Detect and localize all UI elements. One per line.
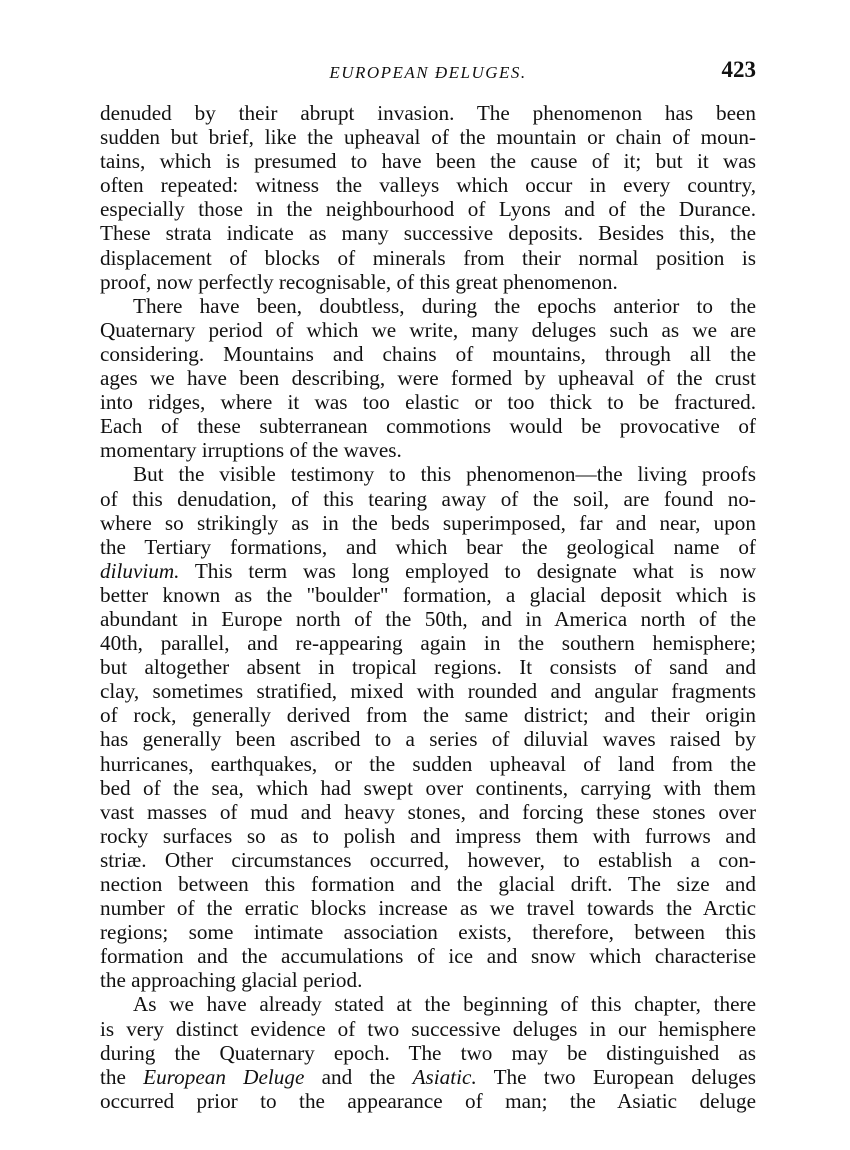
text-line: often repeated: witness the valleys which occur in every country, <box>100 173 756 198</box>
text-fragment: The two European deluges <box>476 1064 756 1089</box>
text-line: displacement of blocks of minerals from their normal position is <box>100 245 756 270</box>
text-line: These strata indicate as many successive deposits. Besides this, the <box>100 221 756 246</box>
text-line: number of the erratic blocks increase as we travel towards the Arctic <box>100 896 756 921</box>
text-fragment: This term was long employed to designate what is now <box>179 558 756 583</box>
running-head <box>100 55 756 89</box>
text-line: has generally been ascribed to a series of diluvial waves raised by <box>100 727 756 752</box>
text-line: Each of these subterranean commotions would be provocative of <box>100 414 756 439</box>
text-line: of this denudation, of this tearing away of the soil, are found no- <box>100 486 756 511</box>
paragraph-2 <box>100 294 756 463</box>
text-line: but altogether absent in tropical regions. It consists of sand and <box>100 655 756 680</box>
text-line: the approaching glacial period. <box>100 968 363 993</box>
text-line: sudden but brief, like the upheaval of the mountain or chain of moun- <box>100 125 756 150</box>
text-line: As we have already stated at the beginning of this chapter, there <box>133 992 756 1017</box>
text-line: especially those in the neighbourhood of Lyons and of the Durance. <box>100 197 756 222</box>
text-line: during the Quaternary epoch. The two may be distinguished as <box>100 1040 756 1065</box>
text-line: abundant in Europe north of the 50th, and in America north of the <box>100 606 756 631</box>
text-line: the Tertiary formations, and which bear the geological name of <box>100 534 756 559</box>
text-line: rocky surfaces so as to polish and impress them with furrows and <box>100 823 756 848</box>
text-line: hurricanes, earthquakes, or the sudden upheaval of land from the <box>100 751 756 776</box>
text-line-with-italic <box>100 559 756 583</box>
paragraph-4 <box>100 992 756 1112</box>
body-text <box>100 101 756 1113</box>
text-line: vast masses of mud and heavy stones, and forcing these stones over <box>100 799 756 824</box>
text-line: tains, which is presumed to have been the cause of it; but it was <box>100 149 756 174</box>
italic-term-diluvium: diluvium. <box>100 558 180 583</box>
text-line: into ridges, where it was too elastic or too thick to be fractured. <box>100 390 756 415</box>
text-fragment: the <box>100 1064 144 1089</box>
paragraph-3 <box>100 462 756 992</box>
book-page <box>100 55 756 1113</box>
text-line: denuded by their abrupt invasion. The phenomenon has been <box>100 101 756 125</box>
text-line: better known as the "boulder" formation, a glacial deposit which is <box>100 582 756 607</box>
running-title: EUROPEAN ĐELUGES. <box>329 63 527 82</box>
text-line: Quaternary period of which we write, many deluges such as we are <box>100 317 756 342</box>
text-line: of rock, generally derived from the same district; and their origin <box>100 703 756 728</box>
text-fragment: and the <box>304 1064 413 1089</box>
text-line: occurred prior to the appearance of man; the Asiatic deluge <box>100 1088 756 1113</box>
page-number: 423 <box>721 57 756 82</box>
italic-term-asiatic: Asiatic. <box>412 1064 477 1089</box>
text-line: clay, sometimes stratified, mixed with rounded and angular fragments <box>100 679 756 704</box>
text-line-with-italic <box>100 1065 756 1089</box>
text-line: 40th, parallel, and re-appearing again in the southern hemisphere; <box>100 631 756 656</box>
text-line: proof, now perfectly recognisable, of this great phenomenon. <box>100 269 618 294</box>
text-line: bed of the sea, which had swept over continents, carrying with them <box>100 775 756 800</box>
text-line: is very distinct evidence of two successive deluges in our hemisphere <box>100 1016 756 1041</box>
text-line: striæ. Other circumstances occurred, however, to establish a con- <box>100 847 756 872</box>
text-line: There have been, doubtless, during the epochs anterior to the <box>133 293 756 318</box>
text-line: nection between this formation and the glacial drift. The size and <box>100 872 756 896</box>
text-line: formation and the accumulations of ice and snow which characterise <box>100 944 756 969</box>
italic-term-european-deluge: European Deluge <box>143 1064 305 1089</box>
text-line: where so strikingly as in the beds superimposed, far and near, upon <box>100 510 756 535</box>
text-line: ages we have been describing, were formed by upheaval of the crust <box>100 366 756 391</box>
text-line: momentary irruptions of the waves. <box>100 438 402 463</box>
text-line: considering. Mountains and chains of mountains, through all the <box>100 341 756 366</box>
paragraph-1 <box>100 101 756 294</box>
text-line: regions; some intimate association exists, therefore, between this <box>100 920 756 945</box>
text-line: But the visible testimony to this phenomenon—the living proofs <box>133 462 756 487</box>
